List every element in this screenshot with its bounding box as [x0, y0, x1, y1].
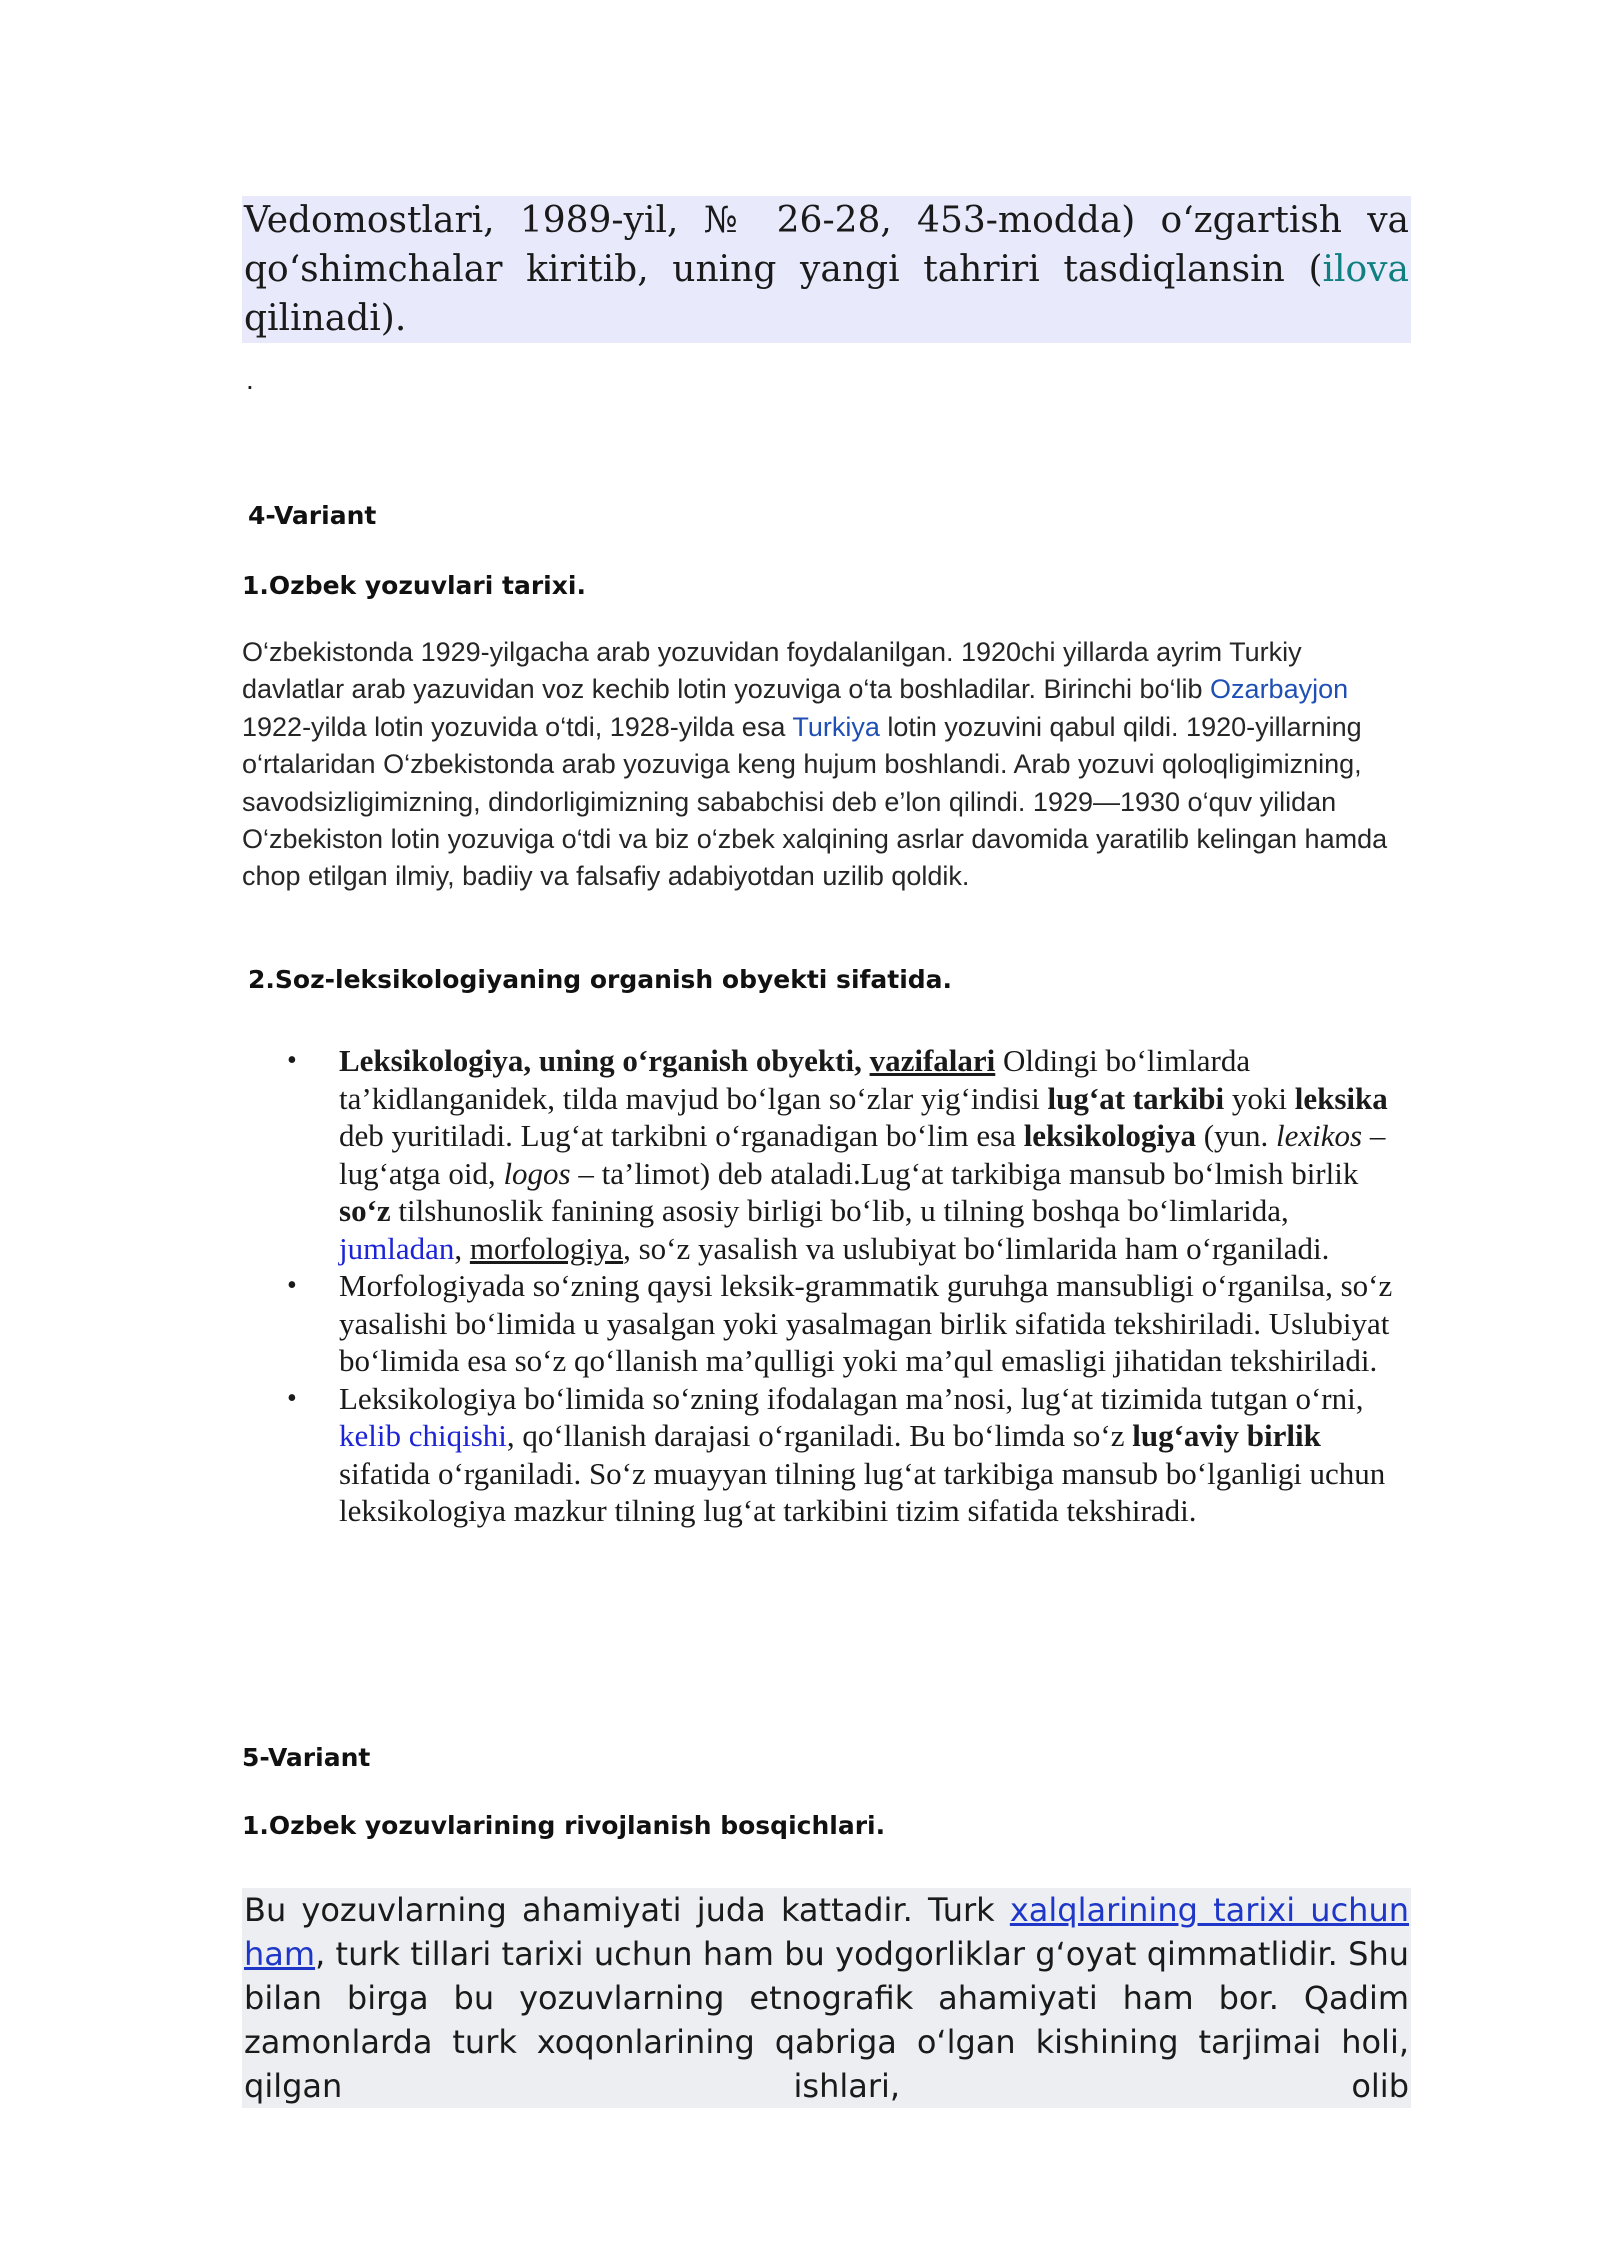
ilova-link[interactable]: ilova [1322, 249, 1409, 290]
kelib-chiqishi-link[interactable]: kelib chiqishi [339, 1418, 507, 1453]
list-item: • Morfologiyada so‘zning qaysi leksik-grammatik guruhga mansubligi o‘rganilsa, so‘z yasalishi bo‘limida u yasalgan yoki yasalmagan birlik sifatida tekshiriladi. Uslubiyat bo‘limida esa so‘z qo‘llanish ma’qulligi yoki ma’qul emasligi jihatidan tekshiriladi. [287, 1268, 1393, 1378]
top-text-end: qilinadi). [244, 298, 407, 339]
highlighted-paragraph-bottom: Bu yozuvlarning ahamiyati juda kattadir. Turk xalqlarining tarixi uchun ham, turk tillari tarixi uchun ham bu yodgorliklar g‘oyat qimmatlidir. Shu bilan birga bu yozuvlarning etnografik ahamiyati ham bor. Qadim zamonlarda turk xoqonlarining qabriga o‘lgan kishining tarjimai holi, qilgan ishlari, olib [242, 1888, 1411, 2108]
paragraph-yozuv-tarixi: O‘zbekistonda 1929-yilgacha arab yozuvidan foydalanilgan. 1920chi yillarda ayrim Turkiy davlatlar arab yazuvidan voz kechib lotin yozuviga o‘ta boshladilar. Birinchi bo‘lib Ozarbayjon 1922-yilda lotin yozuvida o‘tdi, 1928-yilda esa Turkiya lotin yozuvini qabul qildi. 1920-yillarning o‘rtalaridan O‘zbekistonda arab yozuviga keng hujum boshlandi. Arab yozuvi qoloqligimizning, savodsizligimizning, dindorligimizning sababchisi deb e’lon qilindi. 1929—1930 o‘quv yilidan O‘zbekiston lotin yozuviga o‘tdi va biz o‘zbek xalqining asrlar davomida yaratilib kelingan hamda chop etilgan ilmiy, badiiy va falsafiy adabiyotdan uzilib qoldik. [242, 637, 1388, 892]
ozarbayjon-link[interactable]: Ozarbayjon [1210, 674, 1349, 705]
bullet-list [242, 1042, 1412, 1530]
turkiya-link[interactable]: Turkiya [792, 711, 880, 742]
bullet-glyph: • [287, 1382, 297, 1414]
vazifalari-link[interactable]: vazifalari [869, 1043, 996, 1078]
question-4-1: 1.Ozbek yozuvlari tarixi. [242, 571, 586, 600]
top-text: Vedomostlari, 1989-yil, № 26-28, 453-modda) o‘zgartish va qo‘shimchalar kiritib, uning yangi tahriri tasdiqlansin [244, 200, 1409, 290]
morfologiya-link[interactable]: morfologiya [469, 1230, 624, 1266]
list-item: • Leksikologiya bo‘limida so‘zning ifodalagan ma’nosi, lug‘at tizimida tutgan o‘rni, kelib chiqishi, qo‘llanish darajasi o‘rganiladi. Bu bo‘limda so‘z lug‘aviy birlik sifatida o‘rganiladi. So‘z muayyan tilning lug‘at tarkibiga mansub bo‘lganligi uchun leksikologiya mazkur tilning lug‘at tarkibini tizim sifatida tekshiradi. [287, 1380, 1386, 1528]
xalqlarining-tarixi-link[interactable]: xalqlarining tarixi uchun ham [244, 1891, 1410, 1973]
stray-dot: . [246, 364, 254, 395]
bullet-glyph: • [287, 1270, 297, 1301]
question-5-1: 1.Ozbek yozuvlarining rivojlanish bosqichlari. [242, 1811, 886, 1840]
highlighted-paragraph-top [242, 196, 1411, 343]
list-item: • Leksikologiya, uning o‘rganish obyekti, vazifalari Oldingi bo‘limlarda ta’kidlanganidek, tilda mavjud bo‘lgan so‘zlar yig‘indisi lug‘at tarkibi yoki leksika deb yuritiladi. Lug‘at tarkibni o‘rganadigan bo‘lim esa leksikologiya (yun. lexikos – lug‘atga oid, logos – ta’limot) deb ataladi.Lug‘at tarkibiga mansub bo‘lmish birlik so‘z tilshunoslik fanining asosiy birligi bo‘lib, u tilning boshqa bo‘limlarida, jumladan, morfologiya, so‘z yasalish va uslubiyat bo‘limlarida ham o‘rganiladi. [287, 1043, 1388, 1266]
variant-5-title: 5-Variant [242, 1743, 371, 1772]
variant-4-title: 4-Variant [248, 501, 377, 530]
question-4-2: 2.Soz-leksikologiyaning organish obyekti sifatida. [248, 965, 953, 994]
open-paren: ( [1308, 249, 1323, 290]
jumladan-link[interactable]: jumladan [339, 1230, 455, 1266]
bullet-glyph: • [287, 1045, 297, 1076]
